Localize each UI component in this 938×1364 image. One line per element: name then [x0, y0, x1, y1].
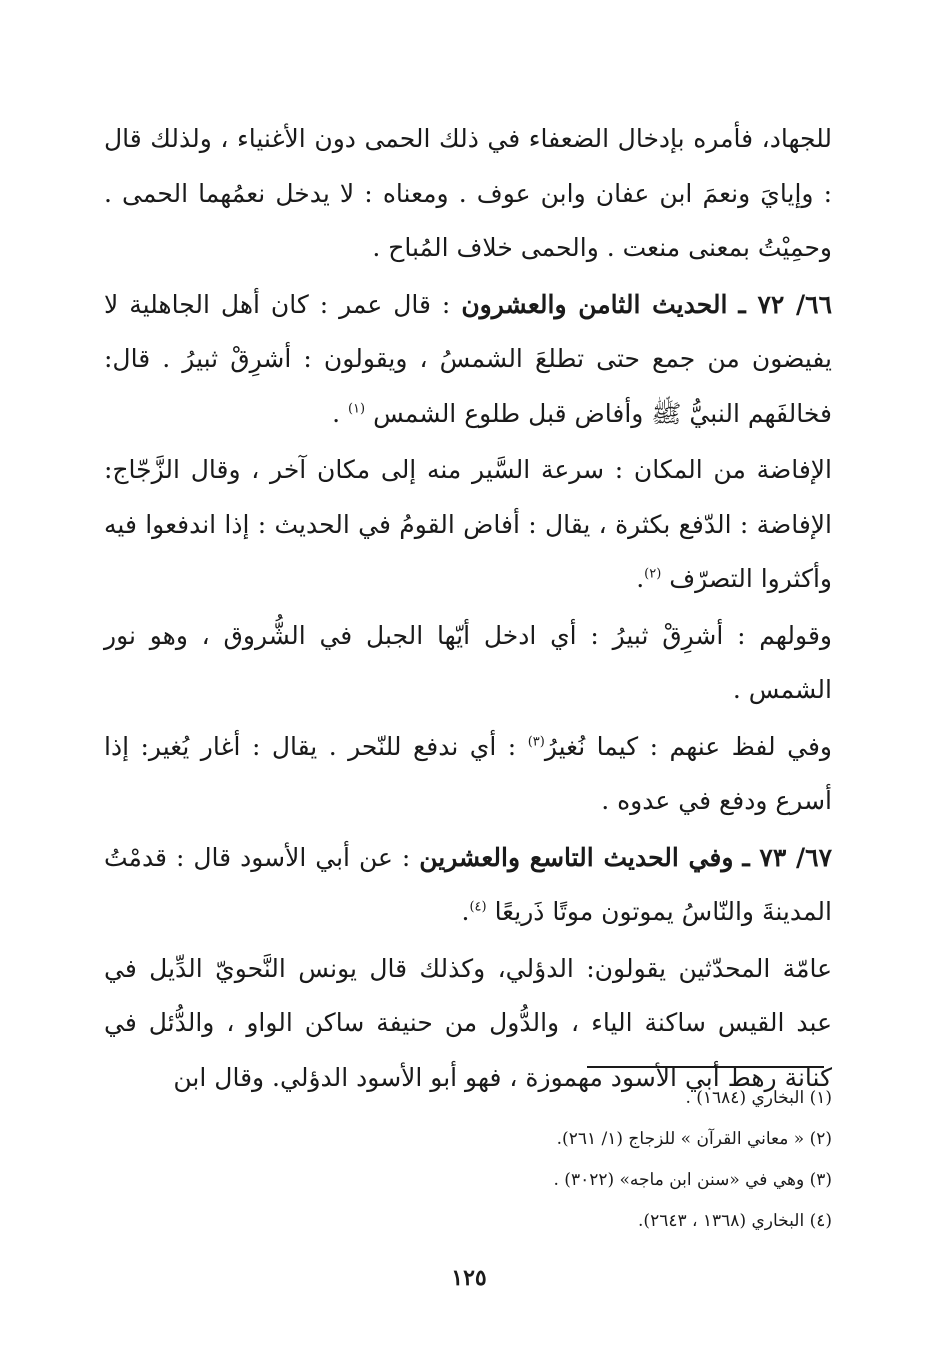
paragraph-text: الإفاضة من المكان : سرعة السَّير منه إلى مكان آخر ، وقال الزَّجّاج: الإفاضة : الدّفع بكثرة ، يقال : أفاض القومُ في الحديث : إذا اندفعوا فيه وأكثروا التصرّف — [104, 455, 832, 593]
paragraph-ashriq: وقولهم : أشرِقْ ثبيرُ : أي ادخل أيّها الجبل في الشُّروق ، وهو نور الشمس . — [104, 620, 832, 704]
footnote-ref-3[interactable]: (٣) — [527, 734, 545, 750]
page-number: ١٢٥ — [451, 1265, 487, 1291]
paragraph-1: للجهاد، فأمره بإدخال الضعفاء في ذلك الحمى دون الأغنياء ، ولذلك قال : وإيايَ ونعمَ ابن عفان وابن عوف . ومعناه : لا يدخل نعمُهما الحمى . وحمِيْتُ بمعنى منعت . والحمى خلاف المُباح . — [104, 124, 832, 262]
footnote-3: (٣) وهي في «سنن ابن ماجه» (٣٠٢٢) . — [553, 1170, 832, 1190]
footnote-1: (١) البخاري (١٦٨٤) . — [685, 1088, 832, 1108]
footnote-ref-2[interactable]: (٢) — [644, 566, 662, 582]
footnote-4: (٤) البخاري (١٣٦٨ ، ٢٦٤٣). — [638, 1211, 832, 1231]
paragraph-nughir — [104, 720, 832, 829]
paragraph-text-end: . — [461, 897, 470, 926]
paragraph-text: : قال عمر : كان أهل الجاهلية لا يفيضون من جمع حتى تطلعَ الشمسُ ، ويقولون : أشرِقْ ثبيرُ . قال: فخالفَهم النبيُّ ﷺ وأفاض قبل طلوع الشمس — [104, 289, 832, 428]
paragraph-text: وفي لفظ عنهم : كيما نُغيرُ — [544, 731, 832, 761]
paragraph-text-end: . — [332, 398, 348, 428]
hadith-title: الحديث الثامن والعشرون — [461, 289, 728, 319]
paragraph-hadith-28 — [104, 278, 832, 442]
paragraph-ifada — [104, 443, 832, 607]
footnote-divider — [587, 1066, 824, 1068]
main-text — [104, 112, 832, 1105]
paragraph-text-end: . — [636, 564, 645, 593]
footnote-ref-1[interactable]: (١) — [347, 401, 366, 417]
hadith-number: ٦٧/ ٧٣ ـ — [742, 842, 832, 872]
footnotes — [104, 1078, 832, 1242]
paragraph-hadith-29 — [104, 831, 832, 940]
paragraph-duali: عامّة المحدّثين يقولون: الدؤلي، وكذلك قال يونس النَّحويّ الدِّيل في عبد القيس ساكنة الياء ، والدُّول من حنيفة ساكن الواو ، والدُّئل في كنانة رهط أبي الأسود مهموزة ، فهو أبو الأسود الدؤلي. وقال ابن — [104, 953, 832, 1092]
hadith-number: ٦٦/ ٧٢ ـ — [738, 289, 833, 319]
paragraph-text: : عن أبي الأسود قال : قدمْتُ المدينةَ والنّاسُ يموتون موتًا ذَريعًا — [104, 842, 832, 926]
footnote-ref-4[interactable]: (٤) — [469, 899, 487, 915]
footnote-2: (٢) « معاني القرآن » للزجاج (١/ ٢٦١). — [556, 1129, 832, 1149]
hadith-title: وفي الحديث التاسع والعشرين — [419, 842, 734, 872]
paragraph-text-end: : أي ندفع للنّحر . يقال : أغار يُغير: إذا أسرع ودفع في عدوه . — [104, 731, 832, 815]
